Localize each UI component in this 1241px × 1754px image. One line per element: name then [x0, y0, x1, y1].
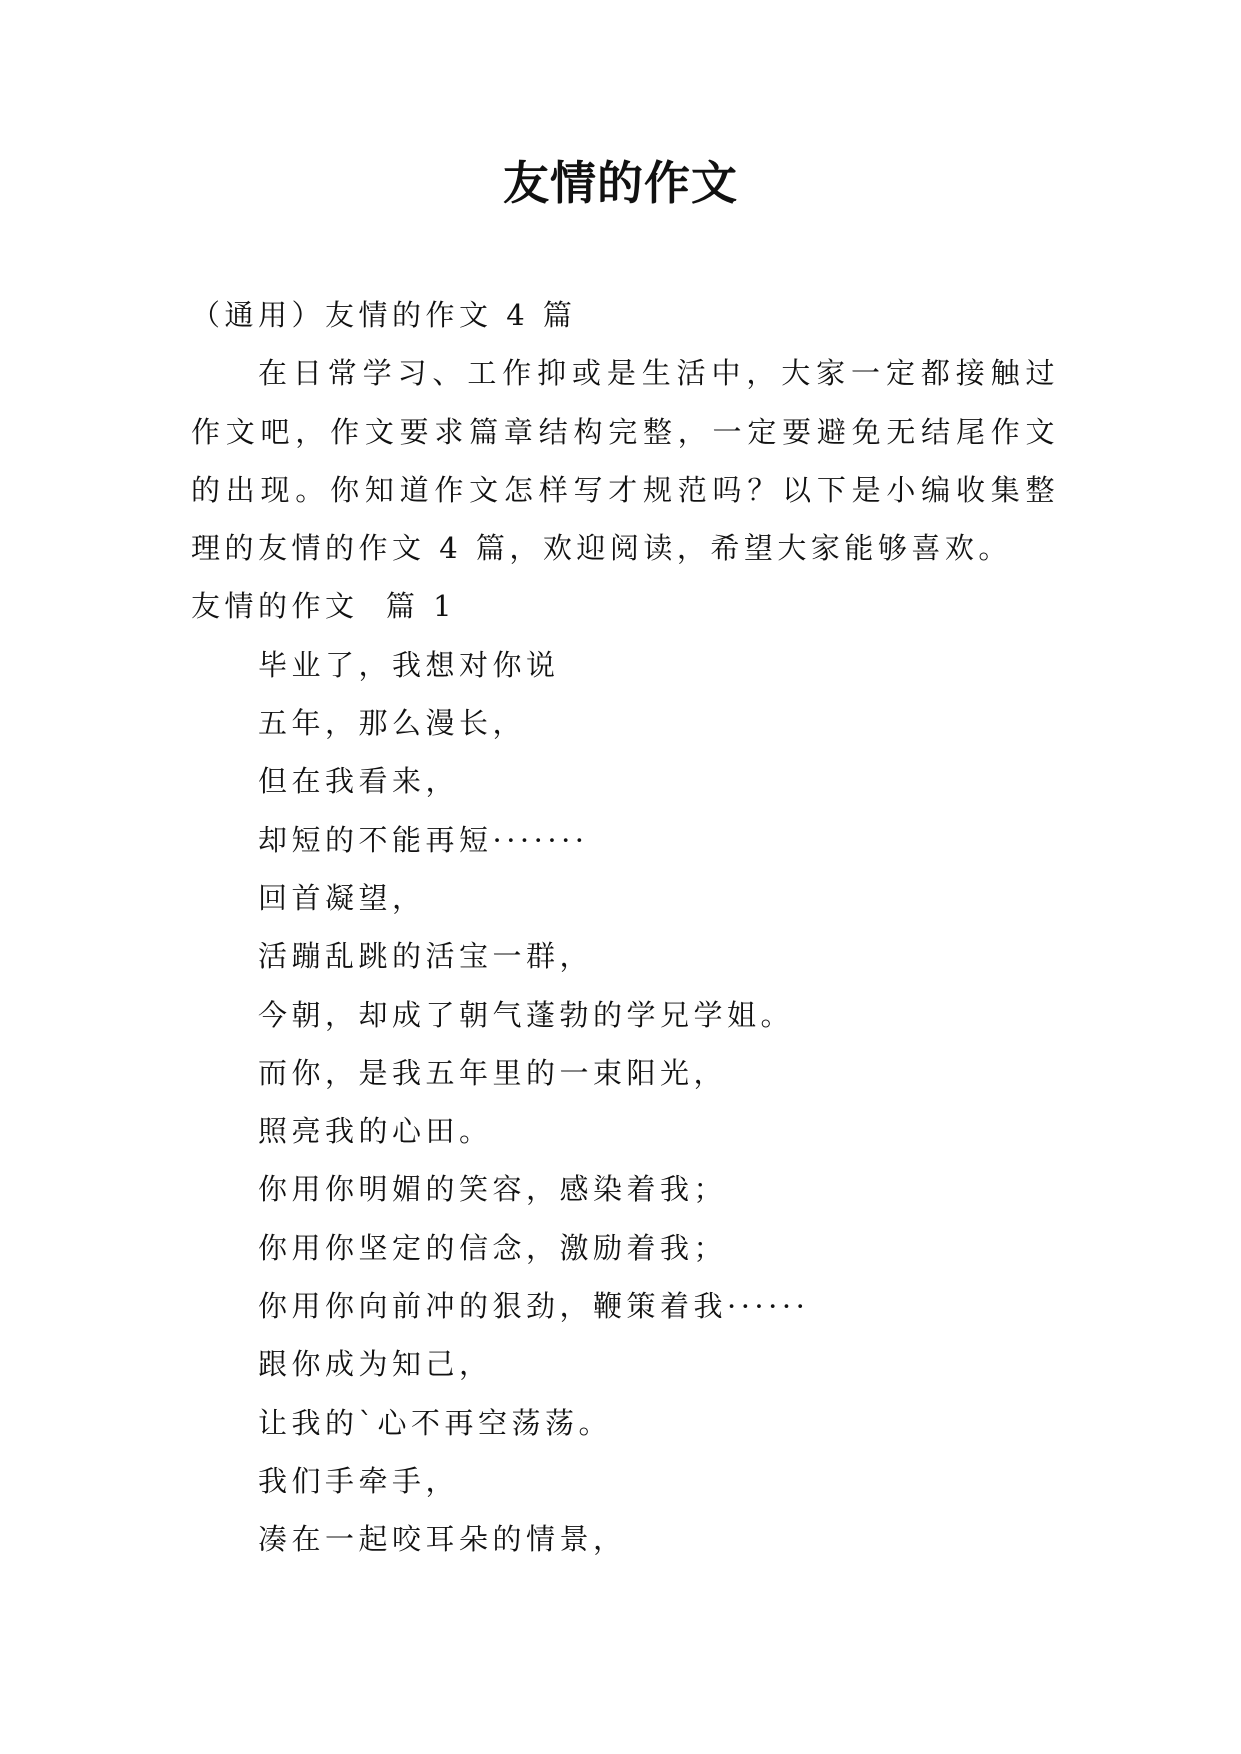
- poem-line: 凑在一起咬耳朵的情景，: [258, 1522, 627, 1557]
- poem-line: 却短的不能再短·······: [258, 822, 589, 857]
- poem-line: 而你，是我五年里的一束阳光，: [258, 1055, 728, 1090]
- poem-line: 毕业了，我想对你说: [258, 647, 560, 682]
- section-heading: 友情的作文 篇 1: [191, 589, 457, 624]
- document-subtitle: （通用）友情的作文 4 篇: [191, 298, 577, 332]
- poem-line: 跟你成为知己，: [258, 1347, 493, 1382]
- intro-paragraph: 在日常学习、工作抑或是生活中，大家一定都接触过作文吧，作文要求篇章结构完整，一定要避免无结尾作文的出现。你知道作文怎样写才规范吗？以下是小编收集整理的友情的作文 4 篇，欢迎阅读，希望大家能够喜欢。: [191, 356, 1059, 566]
- poem-line: 活蹦乱跳的活宝一群，: [258, 939, 594, 974]
- poem-line: 五年，那么漫长，: [258, 706, 527, 741]
- poem-line: 今朝，却成了朝气蓬勃的学兄学姐。: [258, 997, 795, 1032]
- poem-line: 回首凝望，: [258, 880, 426, 915]
- poem-line: 你用你明媚的笑容，感染着我；: [258, 1172, 728, 1207]
- poem-line: 让我的`心不再空荡荡。: [258, 1405, 613, 1440]
- poem-line: 我们手牵手，: [258, 1463, 460, 1498]
- poem-line: 照亮我的心田。: [258, 1114, 493, 1149]
- poem-line: 你用你向前冲的狠劲，鞭策着我······: [258, 1289, 810, 1324]
- poem-line: 你用你坚定的信念，激励着我；: [258, 1230, 728, 1265]
- document-body: [191, 286, 1059, 1569]
- document-title: 友情的作文: [503, 156, 738, 210]
- poem-line: 但在我看来，: [258, 764, 460, 799]
